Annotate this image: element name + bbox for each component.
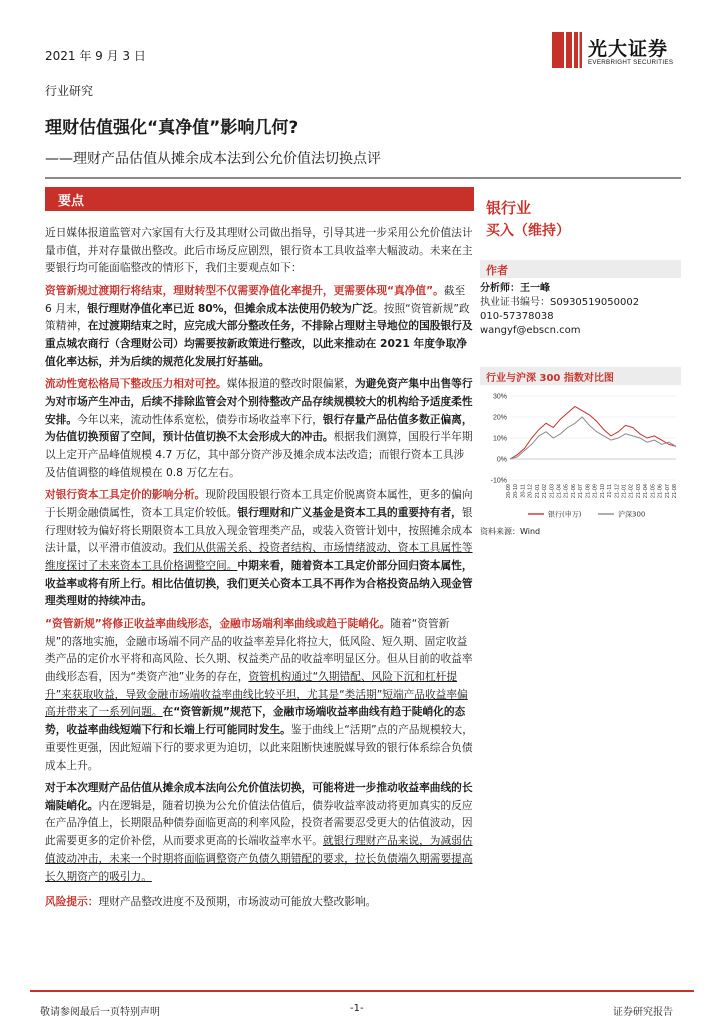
point-text: 随着“资管新规”的落地实施，金融市场端不同产品的收益率差异化将拉大，低风险、短久期、固定收益类产品的定价水平将和高风险、长久期、权益类产品的收益率明显区分。但从目前的收益率曲线形态看，因为“类资产池”业务的存在，	[45, 616, 473, 684]
x-tick-label: 21-02	[628, 484, 635, 499]
x-tick-label: 21-01	[534, 484, 541, 499]
header-divider	[45, 177, 681, 179]
logo-text-en: EVERBRIGHT SECURITIES	[588, 59, 674, 66]
x-tick-label: 20-12	[527, 484, 534, 499]
point-emphasis: 在过渡期结束之时，应完成大部分整改任务，不排除占理财主导地位的国股银行及重点城农商行（含理财公司）均需要按新政策进行整改，以此来推动在 2021 年度争取净值化率达标，并为后续的规范化发展打好基础。	[45, 319, 473, 368]
risk-label: 风险提示：	[45, 895, 99, 909]
point-text: 今年以来，流动性体系宽松，债券市场收益率下行，	[77, 412, 323, 426]
x-tick-label: 21-08	[672, 484, 678, 499]
legend-label: 沪深300	[618, 510, 646, 519]
y-tick-label: 0%	[496, 456, 507, 464]
author-label: 作者	[486, 264, 508, 277]
y-tick-label: -10%	[490, 477, 507, 485]
everbright-logo-icon	[552, 32, 582, 68]
x-tick-label: 21-07	[664, 484, 671, 499]
chart-source: 资料来源：Wind	[480, 527, 541, 536]
point-valuation-switch	[45, 779, 474, 885]
risk-text: 理财产品整改进度不及预期，市场波动可能放大整改影响。	[98, 895, 377, 909]
intro-paragraph: 近日媒体报道监管对六家国有大行及其理财公司做出指导，引导其进一步采用公允价值法计量市值，并对存量做出整改。此后市场反应剧烈，银行资本工具收益率大幅波动。未来在主要银行均可能面临整改的情形下，我们主要观点如下：	[45, 226, 473, 275]
footer-divider	[30, 990, 694, 992]
page-number: -1-	[350, 1003, 364, 1014]
point-yield-curve	[45, 615, 474, 774]
x-tick-label: 21-12	[614, 484, 621, 499]
point-underlined: 资管机构通过“久期错配、风险下沉和杠杆提升”来获取收益，导致金融市场端收益率曲线比较平坦，尤其是“类活期”短端产品收益率偏高并带来了一系列问题。	[45, 670, 468, 719]
x-tick-label: 21-09	[592, 484, 599, 499]
point-emphasis: 银行理财净值化率已近 80%，但摊余成本法使用仍较为广泛	[87, 301, 374, 315]
point-text: 媒体报道的整改时限偏紧，	[226, 377, 355, 391]
x-tick-label: 21-04	[556, 484, 563, 499]
point-heading: 资管新规过渡期行将结束，理财转型不仅需要净值化率提升，更需要体现“真净值”。	[45, 283, 444, 297]
point-liquidity	[45, 375, 474, 481]
analyst-email[interactable]: wangyf@ebscn.com	[480, 325, 581, 336]
chart-title: 行业与沪深 300 指数对比图	[486, 373, 614, 384]
risk-warning	[45, 893, 474, 911]
point-emphasis: 中期来看，随着资本工具定价部分回归资本属性，收益率或将有所上行。相比估值切换，我们更关心资本工具不再作为合格投资品纳入现金管理类理财的持续冲击。	[45, 559, 473, 608]
keypoints-header-bar	[45, 187, 474, 211]
point-underlined: 我们从供需关系、投资者结构、市场情绪波动、资本工具属性等维度探讨了未来资本工具价格调整空间。	[45, 541, 473, 573]
point-text: 鉴于曲线上“活期”点的产品规模较大，重要性更强，因此短端下行的要求更为迫切，以此来阻断快速脱媒导致的银行体系综合负债成本上升。	[45, 723, 473, 772]
report-category: 行业研究	[45, 84, 94, 98]
point-heading: 对银行资本工具定价的影响分析。	[45, 488, 206, 502]
point-text: 根据我们测算，国股行半年期以上定开产品峰值规模 4.7 万亿，其中部分资产涉及摊余成本法改造；而银行资本工具涉及估值调整的峰值规模在 0.8 万亿左右。	[45, 430, 473, 479]
report-subtitle: ——理财产品估值从摊余成本法到公允价值法切换点评	[45, 151, 381, 167]
x-tick-label: 21-08	[585, 484, 592, 499]
x-tick-label: 21-03	[549, 484, 556, 499]
analyst-info	[480, 282, 639, 338]
keypoints-body	[45, 224, 474, 911]
point-text: 内在逻辑是，随着切换为公允价值法估值后，债券收益率波动将更加真实的反应在产品净值上，长期限品种债券面临更高的利率风险，投资者需要忍受更大的估值波动，因此需要更多的定价补偿，从而要求更高的长端收益率水平。	[45, 798, 473, 848]
x-tick-label: 21-11	[607, 484, 614, 498]
x-tick-label: 21-03	[635, 484, 642, 499]
x-tick-label: 20-10	[513, 484, 520, 499]
x-tick-label: 21-07	[578, 484, 585, 499]
report-date: 2021 年 9 月 3 日	[45, 49, 146, 63]
x-tick-label: 21-05	[563, 484, 570, 499]
point-emphasis: 为避免资产集中出售等行为对市场产生冲击，后续不排除监管会对个别待整改产品存续规模较大的机构给予适度柔性安排。	[45, 377, 473, 426]
analyst-name: 分析师：王一峰	[480, 283, 550, 294]
x-tick-label: 21-06	[570, 484, 577, 499]
analyst-cert: 执业证书编号：S0930519050002	[480, 297, 640, 308]
point-heading: 对于本次理财产品估值从摊余成本法向公允价值法切换，可能将进一步推动收益率曲线的长端陡峭化。	[45, 781, 473, 812]
point-text: 银行理财较为偏好将长期限资本工具放入现金管理类产品，或装入资管计划中，按照摊余成本法计量，以平滑市值波动。	[45, 505, 473, 555]
point-emphasis: 银行理财和广义基金是资本工具的重要持有者，	[237, 505, 462, 519]
footer-report-type: 证券研究报告	[613, 1007, 673, 1018]
y-tick-label: 10%	[492, 435, 507, 443]
x-tick-label: 21-06	[657, 484, 664, 499]
report-title: 理财估值强化“真净值”影响几何?	[45, 118, 299, 138]
point-text: 现阶段国股银行资本工具定价脱离资本属性，更多的偏向于长期金融债属性，资本工具定价较低。	[45, 488, 473, 519]
keypoints-label: 要点	[58, 194, 85, 209]
point-heading: “资管新规”将修正收益率曲线形态，金融市场端利率曲线或趋于陡峭化。	[45, 616, 391, 630]
point-capital-tools	[45, 486, 474, 610]
footer-disclaimer: 敬请参阅最后一页特别声明	[40, 1007, 160, 1018]
x-tick-label: 21-04	[643, 484, 650, 499]
point-emphasis: 银行存量产品估值多数正偏离，为估值切换预留了空间，预计估值切换不太会形成大的冲击。	[45, 412, 473, 444]
rating: 买入（维持）	[486, 223, 570, 239]
x-tick-label: 20-11	[520, 484, 527, 498]
y-tick-label: 30%	[492, 393, 507, 401]
point-emphasis: 在“资管新规”规范下，金融市场端收益率曲线有趋于陡峭化的态势，收益率曲线短端下行和长端上行可能同时发生。	[45, 705, 466, 737]
point-transition-period	[45, 282, 474, 371]
point-text: 。按照“资管新规”政策精神，	[45, 301, 470, 333]
logo-text-cn: 光大证券	[588, 38, 669, 60]
x-tick-label: 21-05	[650, 484, 657, 499]
brand-logo	[552, 32, 682, 77]
index-comparison-chart	[480, 388, 681, 528]
x-tick-label: 21-10	[599, 484, 606, 499]
analyst-phone: 010-57378038	[480, 311, 554, 322]
x-tick-label: 20-09	[506, 484, 512, 499]
point-text: 截至 6 月末，	[45, 283, 466, 315]
series-line	[510, 407, 676, 460]
author-header-bar	[480, 260, 681, 278]
sector-name: 银行业	[486, 199, 532, 217]
point-underlined: 就银行理财产品来说，为减弱估值波动冲击，未来一个时期将面临调整资产负债久期错配的要求，拉长负债端久期需要提高长久期资产的吸引力。	[45, 834, 473, 883]
point-heading: 流动性宽松格局下整改压力相对可控。	[45, 377, 227, 391]
x-tick-label: 21-01	[621, 484, 628, 499]
y-tick-label: 20%	[492, 414, 507, 422]
x-tick-label: 21-02	[542, 484, 549, 499]
legend-label: 银行(申万)	[548, 510, 582, 519]
